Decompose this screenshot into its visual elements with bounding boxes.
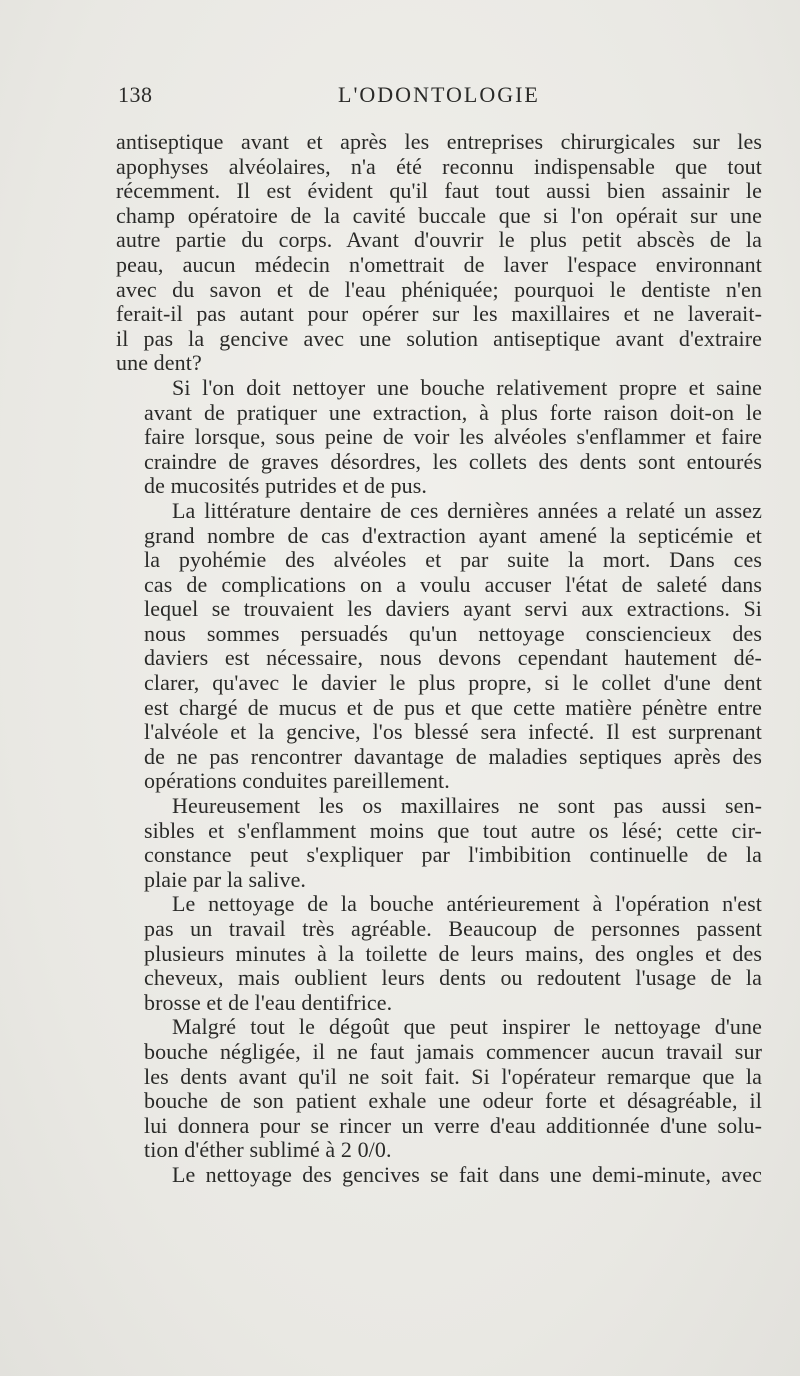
text-line: avant de pratiquer une extraction, à plus forte raison doit-on le <box>144 400 762 425</box>
text-line: La littérature dentaire de ces dernières années a relaté un assez <box>172 498 762 523</box>
text-line: Heureusement les os maxillaires ne sont pas aussi sen- <box>172 794 762 819</box>
text-line: de mucosités putrides et de pus. <box>144 474 428 499</box>
text-line: Le nettoyage des gencives se fait dans une demi-minute, avec <box>172 1162 762 1187</box>
text-line: daviers est nécessaire, nous devons cependant hautement dé- <box>144 646 762 671</box>
text-line: champ opératoire de la cavité buccale que si l'on opérait sur une <box>116 203 762 228</box>
text-line: antiseptique avant et après les entreprises chirurgicales sur les <box>116 130 762 154</box>
text-line: la pyohémie des alvéoles et par suite la mort. Dans ces <box>144 548 762 573</box>
text-line: brosse et de l'eau dentifrice. <box>144 990 393 1015</box>
body-text <box>116 130 762 1188</box>
text-line: les dents avant qu'il ne soit fait. Si l'opérateur remarque que la <box>144 1064 762 1089</box>
paragraph <box>116 794 762 892</box>
text-line: plaie par la salive. <box>144 867 307 892</box>
page-number: 138 <box>118 82 153 107</box>
text-line: peau, aucun médecin n'omettrait de laver l'espace environnant <box>116 252 762 277</box>
text-line: cas de complications on a voulu accuser l'état de saleté dans <box>144 572 762 597</box>
text-line: avec du savon et de l'eau phéniquée; pourquoi le dentiste n'en <box>116 277 762 302</box>
text-line: faire lorsque, sous peine de voir les alvéoles s'enflammer et faire <box>144 425 762 450</box>
text-line: de ne pas rencontrer davantage de maladies septiques après des <box>144 744 762 769</box>
text-line: bouche de son patient exhale une odeur forte et désagréable, il <box>144 1089 762 1114</box>
text-line: apophyses alvéolaires, n'a été reconnu indispensable que tout <box>116 154 762 179</box>
text-line: pas un travail très agréable. Beaucoup de personnes passent <box>144 917 762 941</box>
text-line: est chargé de mucus et de pus et que cette matière pénètre entre <box>144 695 762 720</box>
page-header <box>118 82 758 112</box>
text-line: clarer, qu'avec le davier le plus propre, si le collet d'une dent <box>144 671 762 696</box>
text-line: récemment. Il est évident qu'il faut tout aussi bien assainir le <box>116 179 762 204</box>
paragraph <box>116 1163 762 1188</box>
text-line: grand nombre de cas d'extraction ayant amené la septicémie et <box>144 523 762 548</box>
text-line: Si l'on doit nettoyer une bouche relativement propre et saine <box>172 375 762 400</box>
text-line: lui donnera pour se rincer un verre d'eau additionnée d'une solu- <box>144 1113 762 1138</box>
text-line: bouche négligée, il ne faut jamais commencer aucun travail sur <box>144 1039 762 1064</box>
paragraph <box>116 130 762 376</box>
paragraph <box>116 376 762 499</box>
text-line: lequel se trouvaient les daviers ayant servi aux extractions. Si <box>144 597 762 622</box>
paragraph <box>116 892 762 1015</box>
text-line: Le nettoyage de la bouche antérieurement à l'opération n'est <box>172 892 762 917</box>
text-line: une dent? <box>116 351 202 376</box>
text-line: opérations conduites pareillement. <box>144 769 450 794</box>
paragraph <box>116 1015 762 1163</box>
running-title: L'ODONTOLOGIE <box>338 82 540 107</box>
paragraph <box>116 499 762 794</box>
text-line: constance peut s'expliquer par l'imbibition continuelle de la <box>144 843 762 868</box>
text-line: ferait-il pas autant pour opérer sur les maxillaires et ne laverait- <box>116 302 762 327</box>
text-line: nous sommes persuadés qu'un nettoyage consciencieux des <box>144 621 762 646</box>
text-line: plusieurs minutes à la toilette de leurs mains, des ongles et des <box>144 941 762 966</box>
text-line: cheveux, mais oublient leurs dents ou redoutent l'usage de la <box>144 966 762 991</box>
text-line: il pas la gencive avec une solution antiseptique avant d'extraire <box>116 326 762 351</box>
text-line: autre partie du corps. Avant d'ouvrir le plus petit abscès de la <box>116 228 762 253</box>
text-line: sibles et s'enflamment moins que tout autre os lésé; cette cir- <box>144 818 762 843</box>
text-line: tion d'éther sublimé à 2 0/0. <box>144 1138 392 1163</box>
text-line: craindre de graves désordres, les collets des dents sont entourés <box>144 449 762 474</box>
text-line: Malgré tout le dégoût que peut inspirer le nettoyage d'une <box>172 1015 762 1040</box>
text-line: l'alvéole et la gencive, l'os blessé sera infecté. Il est surprenant <box>144 720 762 745</box>
